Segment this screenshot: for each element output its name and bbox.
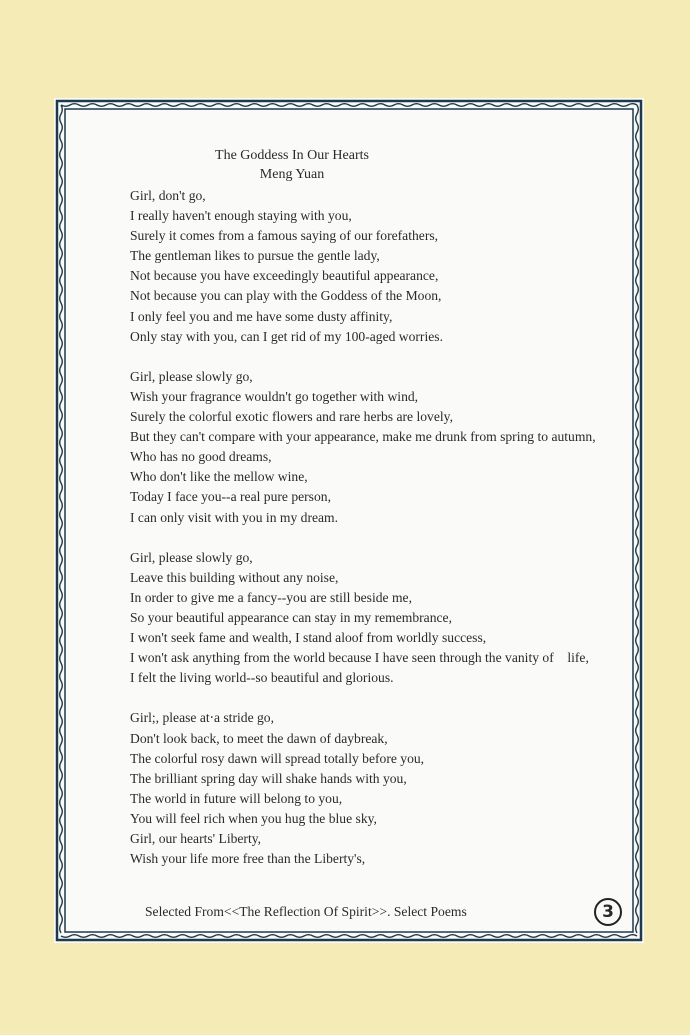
poem-line: Surely it comes from a famous saying of our forefathers,	[130, 228, 439, 244]
poem-line: Surely the colorful exotic flowers and rare herbs are lovely,	[130, 409, 453, 425]
page-number-badge: 3	[594, 898, 622, 926]
stanza	[130, 367, 620, 528]
stanza	[130, 548, 620, 689]
poem-line: Who don't like the mellow wine,	[130, 469, 308, 485]
poem-line: Girl;, please at‧a stride go,	[130, 710, 274, 726]
poem-line: You will feel rich when you hug the blue sky,	[130, 810, 377, 826]
poem-line: Girl, please slowly go,	[130, 368, 253, 384]
stanza	[130, 708, 620, 869]
poem-line: I won't ask anything from the world because I have seen through the vanity of life,	[130, 650, 589, 666]
poem-line: The gentleman likes to pursue the gentle lady,	[130, 248, 380, 264]
poem-page	[54, 98, 644, 943]
poem-line: Wish your life more free than the Liberty's,	[130, 851, 366, 867]
poem-author: Meng Yuan	[259, 167, 325, 182]
poem-line: Leave this building without any noise,	[130, 569, 339, 585]
poem-line: Girl, don't go,	[130, 188, 206, 203]
poem-line: Wish your fragrance wouldn't go together with wind,	[130, 388, 419, 404]
poem-line: The colorful rosy dawn will spread totally before you,	[130, 750, 425, 766]
poem-line: I won't seek fame and wealth, I stand aloof from worldly success,	[130, 630, 487, 646]
poem-line: Don't look back, to meet the dawn of daybreak,	[130, 730, 388, 746]
poem-line: Girl, please slowly go,	[130, 549, 253, 565]
poem-line: So your beautiful appearance can stay in my remembrance,	[130, 609, 452, 625]
poem-line: Not because you can play with the Goddess of the Moon,	[130, 288, 442, 304]
poem-title: The Goddess In Our Hearts	[215, 148, 369, 163]
poem-line: I can only visit with you in my dream.	[130, 509, 339, 525]
poem-line: In order to give me a fancy--you are still beside me,	[130, 589, 412, 605]
poem-line: Girl, our hearts' Liberty,	[130, 831, 262, 846]
poem-line: I felt the living world--so beautiful and glorious.	[130, 670, 394, 686]
poem-line: Only stay with you, can I get rid of my 100-aged worries.	[130, 328, 443, 344]
stanza	[130, 186, 620, 347]
poem-line: The brilliant spring day will shake hands with you,	[130, 770, 407, 786]
source-footer: Selected From<<The Reflection Of Spirit>>. Select Poems	[145, 904, 467, 919]
poem-line: I only feel you and me have some dusty affinity,	[130, 308, 393, 324]
poem-body	[130, 186, 620, 889]
poem-line: But they can't compare with your appearance, make me drunk from spring to autumn,	[130, 429, 596, 445]
poem-line: The world in future will belong to you,	[130, 790, 343, 806]
poem-line: Not because you have exceedingly beautiful appearance,	[130, 268, 439, 284]
poem-line: I really haven't enough staying with you,	[130, 208, 352, 224]
poem-line: Today I face you--a real pure person,	[130, 489, 331, 505]
poem-line: Who has no good dreams,	[130, 449, 272, 465]
